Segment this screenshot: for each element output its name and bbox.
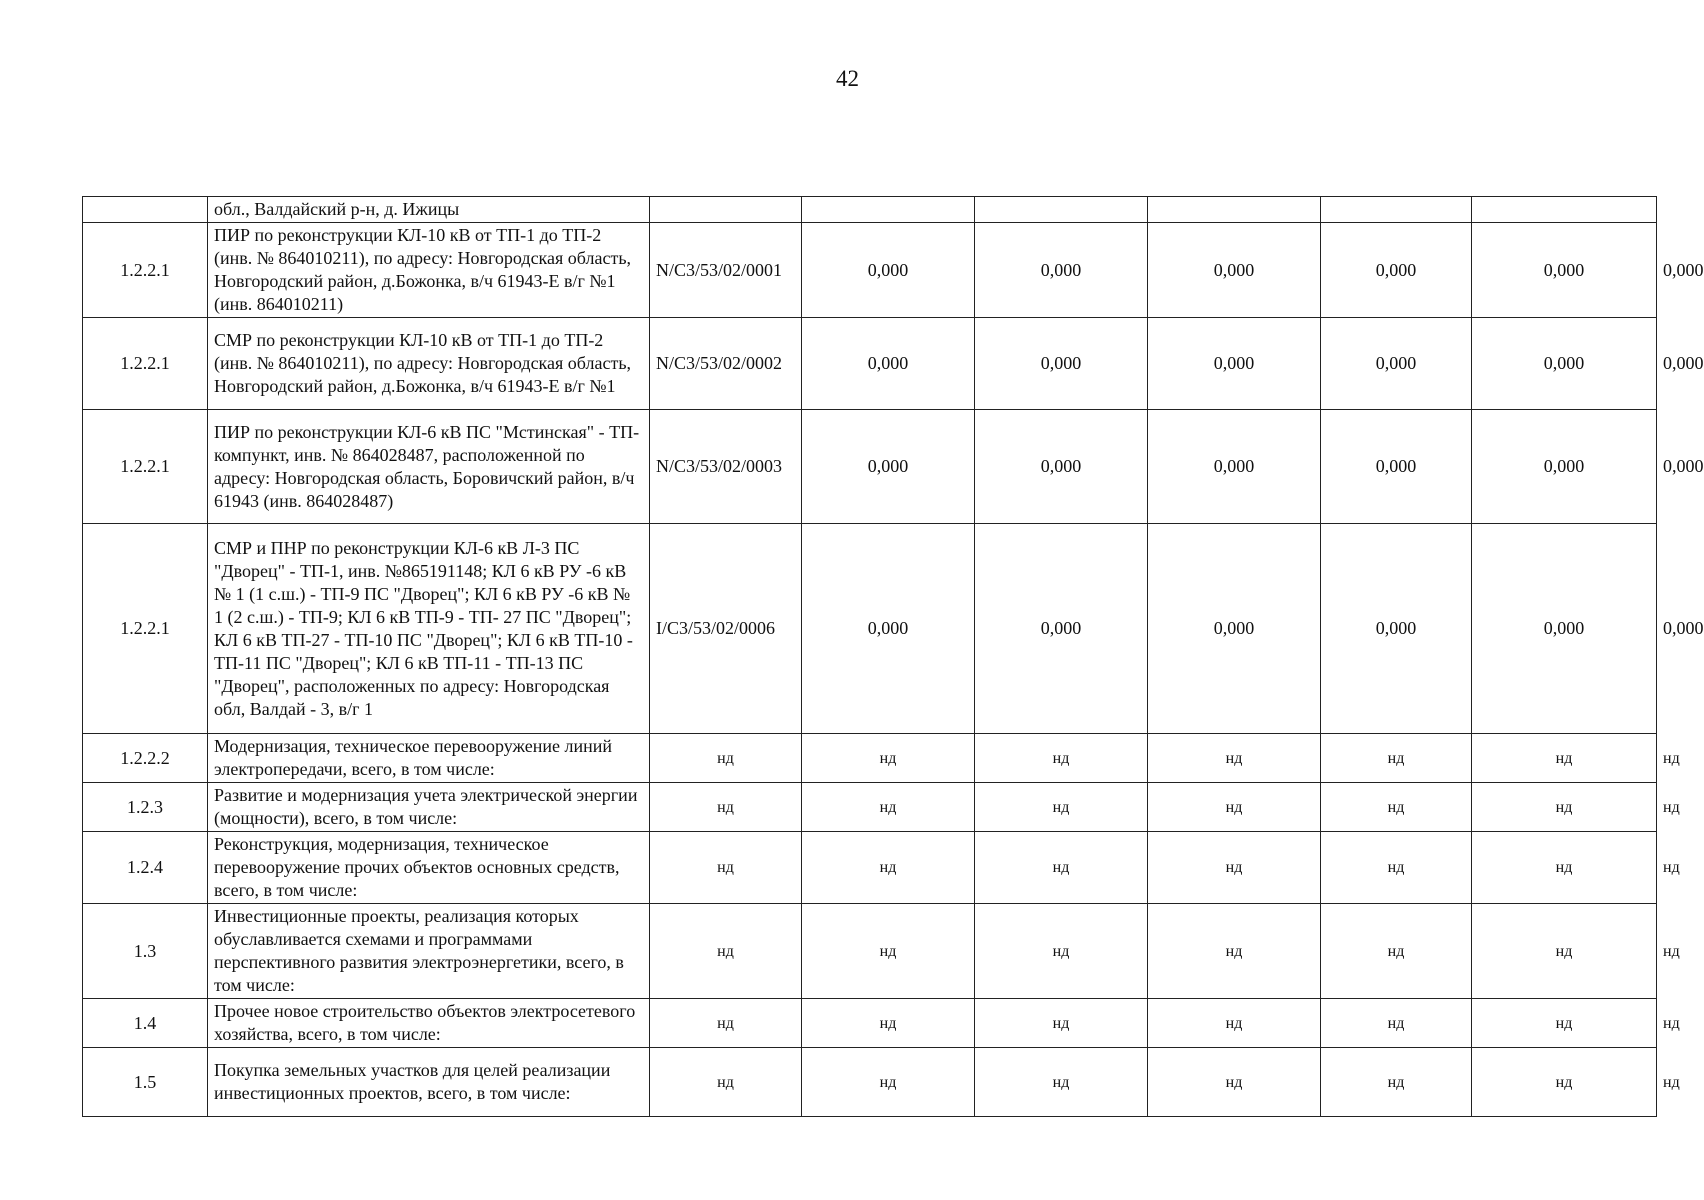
value-cell: нд xyxy=(1148,832,1321,904)
row-number: 1.2.2.1 xyxy=(83,410,208,524)
value-cell: 0,000 xyxy=(1321,524,1472,734)
value-cell: нд xyxy=(1472,999,1657,1048)
project-name: СМР по реконструкции КЛ-10 кВ от ТП-1 до ТП-2 (инв. № 864010211), по адресу: Новгородская область, Новгородский район, д.Божонка, в/ч 61943-Е в/г №1 xyxy=(208,318,650,410)
value-cell xyxy=(975,197,1148,223)
value-cell: нд xyxy=(802,904,975,999)
value-cell: нд xyxy=(1148,904,1321,999)
value-cell: нд xyxy=(975,783,1148,832)
value-cell: 0,000 xyxy=(1148,410,1321,524)
row-number: 1.4 xyxy=(83,999,208,1048)
project-code: N/C3/53/02/0001 xyxy=(650,223,802,318)
project-code: I/C3/53/02/0006 xyxy=(650,524,802,734)
project-name: ПИР по реконструкции КЛ-10 кВ от ТП-1 до ТП-2 (инв. № 864010211), по адресу: Новгородская область, Новгородский район, д.Божонка, в/ч 61943-Е в/г №1 (инв. 864010211) xyxy=(208,223,650,318)
table-row: 1.2.2.1 ПИР по реконструкции КЛ-6 кВ ПС "Мстинская" - ТП- компункт, инв. № 864028487, расположенной по адресу: Новгородская область, Боровичский район, в/ч 61943 (инв. 864028487) N/C3/53/02/0003 0,000 0,000 0,000 0,000 0,000 0,000 xyxy=(83,410,1657,524)
value-cell: нд xyxy=(975,904,1148,999)
value-cell: 0,000 xyxy=(1472,410,1657,524)
value-cell xyxy=(1321,197,1472,223)
value-cell: нд xyxy=(802,999,975,1048)
value-cell: нд xyxy=(1148,1048,1321,1117)
value-cell: 0,000 xyxy=(1472,524,1657,734)
value-cell: нд xyxy=(1321,783,1472,832)
project-code: нд xyxy=(650,734,802,783)
value-cell: нд xyxy=(1472,1048,1657,1117)
value-cell: нд xyxy=(802,1048,975,1117)
project-code: нд xyxy=(650,832,802,904)
value-cell: нд xyxy=(975,999,1148,1048)
value-cell: 0,000 xyxy=(975,223,1148,318)
project-code: N/C3/53/02/0003 xyxy=(650,410,802,524)
value-cell: нд xyxy=(1321,734,1472,783)
value-cell: нд xyxy=(1472,832,1657,904)
table-row: 1.2.2.1 СМР и ПНР по реконструкции КЛ-6 кВ Л-3 ПС "Дворец" - ТП-1, инв. №865191148; КЛ 6 кВ РУ -6 кВ № 1 (1 с.ш.) - ТП-9 ПС "Дворец"; КЛ 6 кВ РУ -6 кВ № 1 (2 с.ш.) - ТП-9; КЛ 6 кВ ТП-9 - ТП- 27 ПС "Дворец"; КЛ 6 кВ ТП-27 - ТП-10 ПС "Дворец"; КЛ 6 кВ ТП-10 - ТП-11 ПС "Дворец"; КЛ 6 кВ ТП-11 - ТП-13 ПС "Дворец", расположенных по адресу: Новгородская обл, Валдай - 3, в/г 1 I/C3/53/02/0006 0,000 0,000 0,000 0,000 0,000 0,000 xyxy=(83,524,1657,734)
project-code: нд xyxy=(650,1048,802,1117)
project-code: нд xyxy=(650,783,802,832)
value-cell: 0,000 xyxy=(802,524,975,734)
value-cell: нд xyxy=(1321,999,1472,1048)
row-number: 1.2.2.1 xyxy=(83,524,208,734)
project-code xyxy=(650,197,802,223)
value-cell: нд xyxy=(975,1048,1148,1117)
value-cell: нд xyxy=(802,734,975,783)
investment-table xyxy=(82,196,1704,1117)
project-code: нд xyxy=(650,904,802,999)
value-cell: нд xyxy=(975,832,1148,904)
value-cell: 0,000 xyxy=(1148,223,1321,318)
project-code: N/C3/53/02/0002 xyxy=(650,318,802,410)
value-cell: 0,000 xyxy=(1472,223,1657,318)
value-cell: 0,000 xyxy=(802,410,975,524)
page-number: 42 xyxy=(836,66,859,91)
value-cell: нд xyxy=(1321,1048,1472,1117)
table-body xyxy=(83,197,1704,1117)
value-cell: нд xyxy=(1472,734,1657,783)
project-name: Прочее новое строительство объектов электросетевого хозяйства, всего, в том числе: xyxy=(208,999,650,1048)
value-cell: нд xyxy=(1472,783,1657,832)
row-number: 1.5 xyxy=(83,1048,208,1117)
value-cell: 0,000 xyxy=(1148,318,1321,410)
table-row: 1.2.2.2 Модернизация, техническое перевооружение линий электропередачи, всего, в том числе: нд нд нд нд нд нд нд xyxy=(83,734,1657,783)
project-code: нд xyxy=(650,999,802,1048)
value-cell: нд xyxy=(1148,783,1321,832)
value-cell: 0,000 xyxy=(975,410,1148,524)
value-cell xyxy=(802,197,975,223)
row-number: 1.2.4 xyxy=(83,832,208,904)
table-row: 1.2.2.1 ПИР по реконструкции КЛ-10 кВ от ТП-1 до ТП-2 (инв. № 864010211), по адресу: Новгородская область, Новгородский район, д.Божонка, в/ч 61943-Е в/г №1 (инв. 864010211) N/C3/53/02/0001 0,000 0,000 0,000 0,000 0,000 0,000 xyxy=(83,223,1657,318)
project-name: Инвестиционные проекты, реализация которых обуславливается схемами и программами перспективного развития электроэнергетики, всего, в том числе: xyxy=(208,904,650,999)
value-cell: 0,000 xyxy=(975,318,1148,410)
value-cell: нд xyxy=(1148,734,1321,783)
project-name: СМР и ПНР по реконструкции КЛ-6 кВ Л-3 ПС "Дворец" - ТП-1, инв. №865191148; КЛ 6 кВ РУ -6 кВ № 1 (1 с.ш.) - ТП-9 ПС "Дворец"; КЛ 6 кВ РУ -6 кВ № 1 (2 с.ш.) - ТП-9; КЛ 6 кВ ТП-9 - ТП- 27 ПС "Дворец"; КЛ 6 кВ ТП-27 - ТП-10 ПС "Дворец"; КЛ 6 кВ ТП-10 - ТП-11 ПС "Дворец"; КЛ 6 кВ ТП-11 - ТП-13 ПС "Дворец", расположенных по адресу: Новгородская обл, Валдай - 3, в/г 1 xyxy=(208,524,650,734)
value-cell: 0,000 xyxy=(802,223,975,318)
value-cell: 0,000 xyxy=(975,524,1148,734)
table-row xyxy=(83,197,1657,223)
value-cell: нд xyxy=(1472,904,1657,999)
value-cell: нд xyxy=(1321,904,1472,999)
row-number: 1.2.2.1 xyxy=(83,318,208,410)
table-row: 1.5 Покупка земельных участков для целей реализации инвестиционных проектов, всего, в том числе: нд нд нд нд нд нд нд xyxy=(83,1048,1657,1117)
value-cell: нд xyxy=(1148,999,1321,1048)
project-name: Развитие и модернизация учета электрической энергии (мощности), всего, в том числе: xyxy=(208,783,650,832)
project-name: Реконструкция, модернизация, техническое перевооружение прочих объектов основных средств, всего, в том числе: xyxy=(208,832,650,904)
value-cell: 0,000 xyxy=(802,318,975,410)
row-number: 1.2.3 xyxy=(83,783,208,832)
project-name: обл., Валдайский р-н, д. Ижицы xyxy=(208,197,650,223)
value-cell: нд xyxy=(1321,832,1472,904)
project-name: Покупка земельных участков для целей реализации инвестиционных проектов, всего, в том числе: xyxy=(208,1048,650,1117)
value-cell xyxy=(1148,197,1321,223)
row-number: 1.2.2.1 xyxy=(83,223,208,318)
table-row: 1.4 Прочее новое строительство объектов электросетевого хозяйства, всего, в том числе: нд нд нд нд нд нд нд xyxy=(83,999,1657,1048)
table-row: 1.3 Инвестиционные проекты, реализация которых обуславливается схемами и программами перспективного развития электроэнергетики, всего, в том числе: нд нд нд нд нд нд нд xyxy=(83,904,1657,999)
table-row: 1.2.4 Реконструкция, модернизация, техническое перевооружение прочих объектов основных средств, всего, в том числе: нд нд нд нд нд нд нд xyxy=(83,832,1657,904)
value-cell: нд xyxy=(802,832,975,904)
value-cell: 0,000 xyxy=(1321,223,1472,318)
project-name: ПИР по реконструкции КЛ-6 кВ ПС "Мстинская" - ТП- компункт, инв. № 864028487, расположенной по адресу: Новгородская область, Боровичский район, в/ч 61943 (инв. 864028487) xyxy=(208,410,650,524)
value-cell: 0,000 xyxy=(1472,318,1657,410)
row-number: 1.2.2.2 xyxy=(83,734,208,783)
value-cell: нд xyxy=(802,783,975,832)
value-cell xyxy=(1472,197,1657,223)
value-cell: нд xyxy=(975,734,1148,783)
value-cell: 0,000 xyxy=(1148,524,1321,734)
row-number: 1.3 xyxy=(83,904,208,999)
project-name: Модернизация, техническое перевооружение линий электропередачи, всего, в том числе: xyxy=(208,734,650,783)
table-row: 1.2.2.1 СМР по реконструкции КЛ-10 кВ от ТП-1 до ТП-2 (инв. № 864010211), по адресу: Новгородская область, Новгородский район, д.Божонка, в/ч 61943-Е в/г №1 N/C3/53/02/0002 0,000 0,000 0,000 0,000 0,000 0,000 xyxy=(83,318,1657,410)
value-cell: 0,000 xyxy=(1321,318,1472,410)
row-number xyxy=(83,197,208,223)
value-cell: 0,000 xyxy=(1321,410,1472,524)
table-row: 1.2.3 Развитие и модернизация учета электрической энергии (мощности), всего, в том числе: нд нд нд нд нд нд нд xyxy=(83,783,1657,832)
